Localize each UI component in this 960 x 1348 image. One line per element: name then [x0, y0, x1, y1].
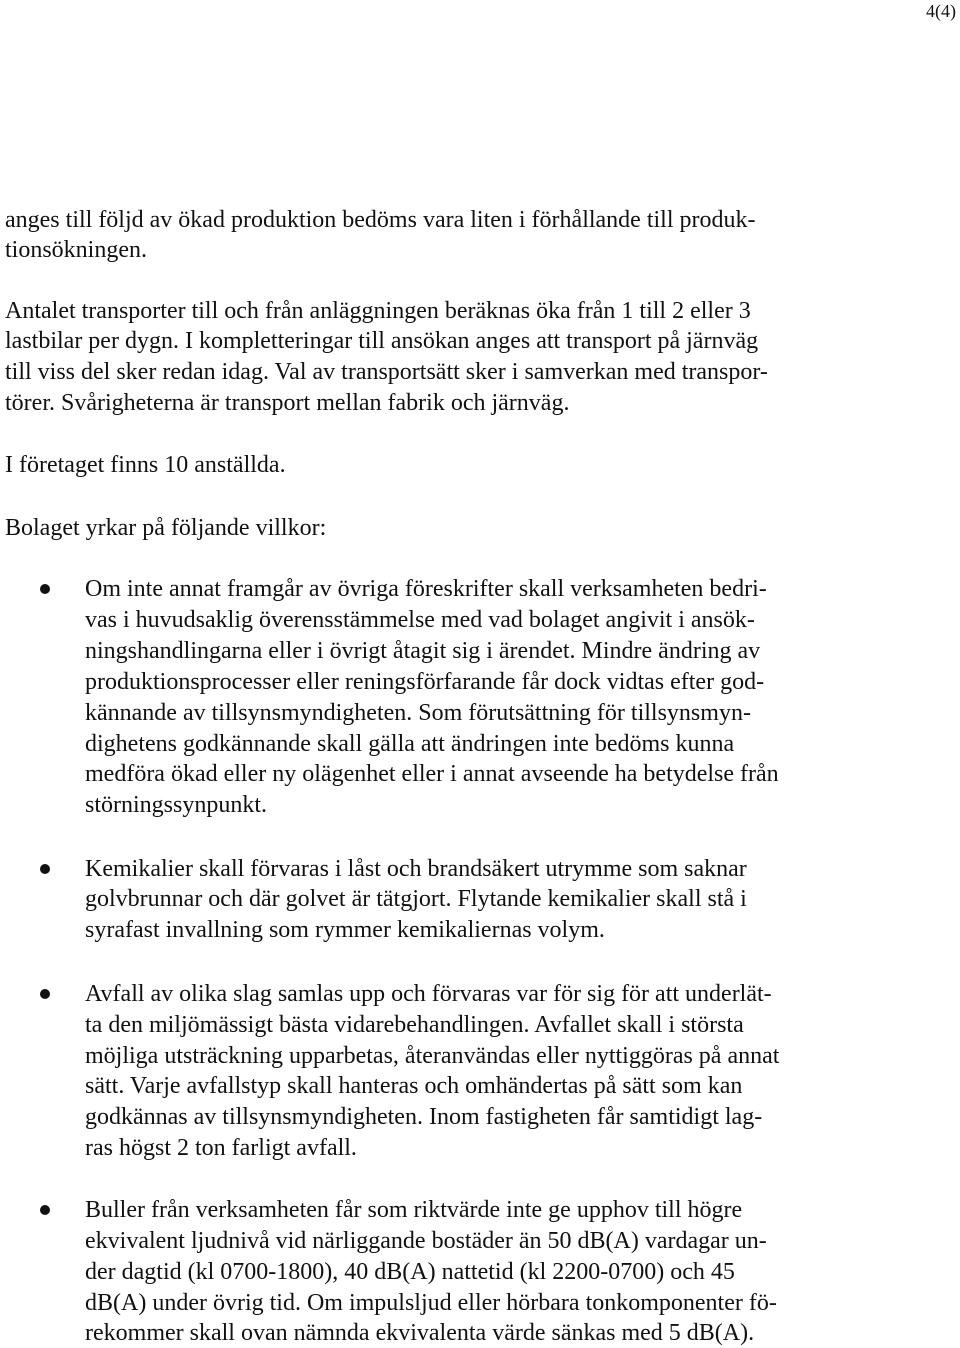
- text-line: Bolaget yrkar på följande villkor:: [5, 515, 327, 541]
- text-line: dB(A) under övrig tid. Om impulsljud eller hörbara tonkomponenter fö-: [85, 1290, 777, 1316]
- text-line: sätt. Varje avfallstyp skall hanteras och omhändertas på sätt som kan: [85, 1073, 743, 1099]
- text-line: I företaget finns 10 anställda.: [5, 452, 286, 478]
- text-line: vas i huvudsaklig överensstämmelse med vad bolaget angivit i ansök-: [85, 607, 755, 633]
- text-line: anges till följd av ökad produktion bedöms vara liten i förhållande till produk-: [5, 207, 756, 233]
- text-line: törer. Svårigheterna är transport mellan fabrik och järnväg.: [5, 390, 570, 416]
- text-line: ras högst 2 ton farligt avfall.: [85, 1135, 357, 1161]
- bullet-icon: [40, 1205, 50, 1215]
- text-line: Avfall av olika slag samlas upp och förvaras var för sig för att underlät-: [85, 981, 772, 1007]
- text-line: rekommer skall ovan nämnda ekvivalenta värde sänkas med 5 dB(A).: [85, 1320, 755, 1346]
- text-line: ekvivalent ljudnivå vid närliggande bostäder än 50 dB(A) vardagar un-: [85, 1228, 767, 1254]
- text-line: Buller från verksamheten får som riktvärde inte ge upphov till högre: [85, 1197, 743, 1223]
- text-line: kännande av tillsynsmyndigheten. Som förutsättning för tillsynsmyn-: [85, 700, 751, 726]
- text-line: ningshandlingarna eller i övrigt åtagit sig i ärendet. Mindre ändring av: [85, 638, 761, 664]
- text-line: ta den miljömässigt bästa vidarebehandlingen. Avfallet skall i största: [85, 1012, 744, 1038]
- text-line: produktionsprocesser eller reningsförfarande får dock vidtas efter god-: [85, 669, 765, 695]
- text-line: Antalet transporter till och från anläggningen beräknas öka från 1 till 2 eller 3: [5, 298, 751, 324]
- text-line: golvbrunnar och där golvet är tätgjort. Flytande kemikalier skall stå i: [85, 886, 747, 912]
- text-line: der dagtid (kl 0700-1800), 40 dB(A) nattetid (kl 2200-0700) och 45: [85, 1259, 735, 1285]
- bullet-icon: [40, 989, 50, 999]
- text-line: syrafast invallning som rymmer kemikaliernas volym.: [85, 917, 605, 943]
- text-line: möjliga utsträckning upparbetas, återanvändas eller nyttiggöras på annat: [85, 1043, 780, 1069]
- text-line: Kemikalier skall förvaras i låst och brandsäkert utrymme som saknar: [85, 856, 747, 882]
- text-line: dighetens godkännande skall gälla att ändringen inte bedöms kunna: [85, 731, 735, 757]
- page-number: 4(4): [926, 1, 956, 21]
- bullet-icon: [40, 584, 50, 594]
- text-line: lastbilar per dygn. I kompletteringar till ansökan anges att transport på järnväg: [5, 328, 759, 354]
- text-line: störningssynpunkt.: [85, 792, 268, 818]
- text-line: godkännas av tillsynsmyndigheten. Inom fastigheten får samtidigt lag-: [85, 1104, 763, 1130]
- text-line: till viss del sker redan idag. Val av transportsätt sker i samverkan med transpor-: [5, 359, 768, 385]
- text-line: tionsökningen.: [5, 237, 147, 263]
- bullet-icon: [40, 864, 50, 874]
- text-line: Om inte annat framgår av övriga föreskrifter skall verksamheten bedri-: [85, 576, 767, 602]
- text-line: medföra ökad eller ny olägenhet eller i annat avseende ha betydelse från: [85, 761, 779, 787]
